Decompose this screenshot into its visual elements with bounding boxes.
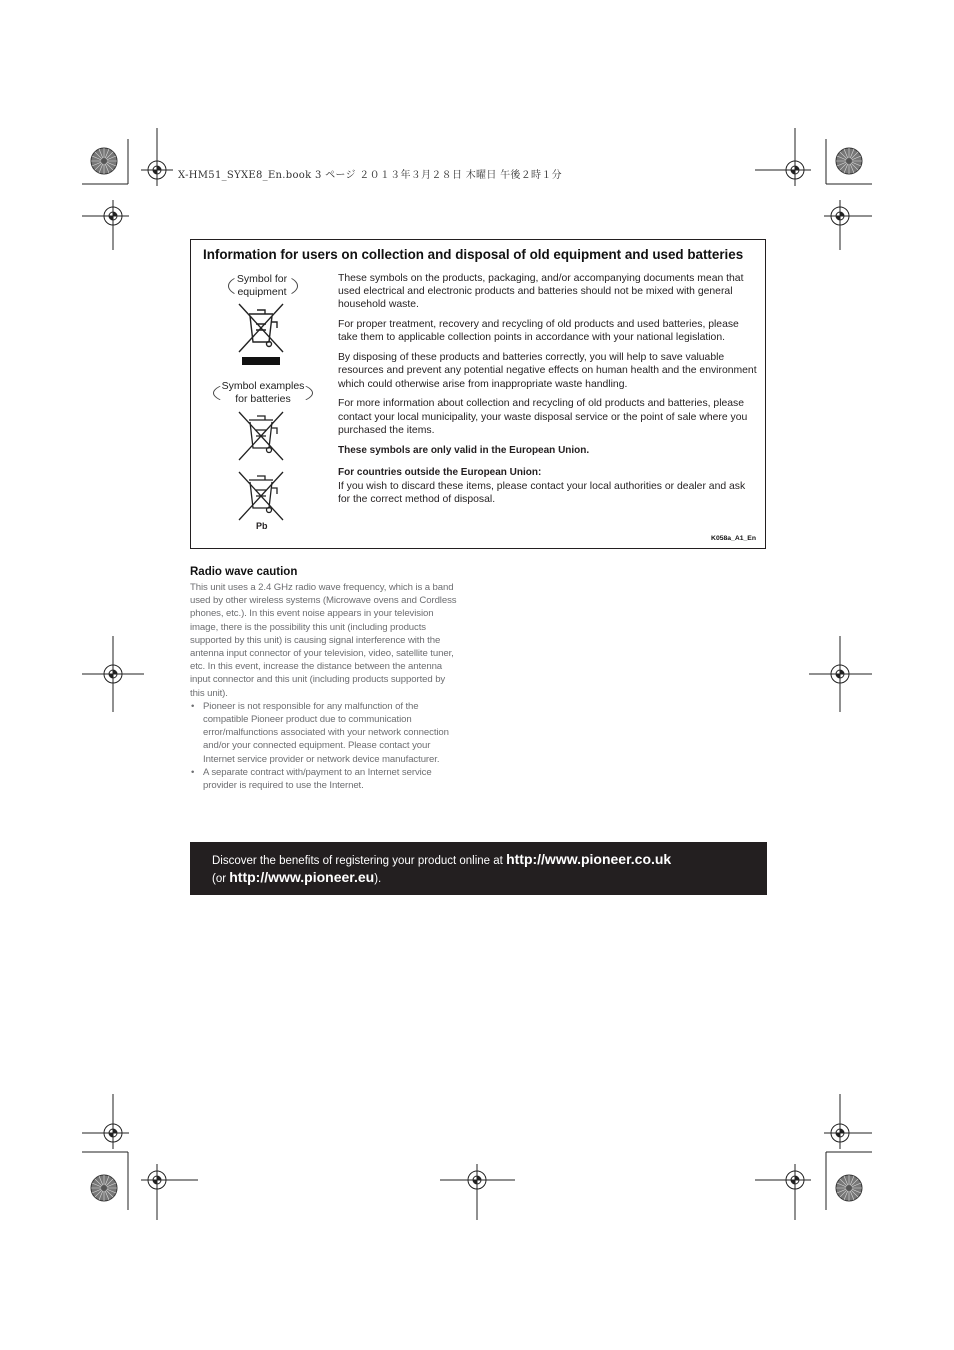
crossed-out-bin-pb-icon xyxy=(235,470,287,524)
pb-label: Pb xyxy=(256,521,268,531)
radio-wave-paragraph: This unit uses a 2.4 GHz radio wave frequency, which is a band used by other wireless systems (Microwave ovens and Cordless phones, etc.). In this event noise appears in your television image, there is the possibility this unit (including products supported by this unit) is causing signal interference with the antenna input connector of your television, video, satellite tuner, etc. In this event, increase the distance between the antenna input connector and this unit (including products supported by this unit). xyxy=(190,582,457,699)
document-code: K058a_A1_En xyxy=(711,535,756,542)
info-paragraph: By disposing of these products and batteries correctly, you will help to save valuable resources and prevent any potential negative effects on human health and the environment which could otherwise arise from inappropriate waste handling. xyxy=(338,352,757,390)
symbol-batteries-caption-line2: for batteries xyxy=(235,393,291,405)
symbol-equipment-caption-line2: equipment xyxy=(237,286,287,298)
pioneer-eu-link[interactable]: http://www.pioneer.eu xyxy=(229,869,375,885)
info-paragraph: These symbols on the products, packaging, and/or accompanying documents mean that used electrical and electronic products and batteries should not be mixed with general household waste. xyxy=(338,273,744,311)
banner-text-or: (or xyxy=(212,873,230,885)
info-paragraph: For proper treatment, recovery and recycling of old products and used batteries, please take them to applicable collection points in accordance with your national legislation. xyxy=(338,319,739,344)
bullet-marker: • xyxy=(191,700,195,712)
outside-eu-heading: For countries outside the European Union: xyxy=(338,466,542,478)
registration-banner xyxy=(190,842,767,895)
banner-line-1 xyxy=(212,851,671,867)
pioneer-uk-link[interactable]: http://www.pioneer.co.uk xyxy=(506,851,672,867)
info-box-text xyxy=(338,272,758,513)
symbol-equipment-caption-line1: Symbol for xyxy=(236,273,288,285)
info-paragraph: For more information about collection and recycling of old products and batteries, please contact your local municipality, your waste disposal service or the point of sale where you purchased the items. xyxy=(338,398,748,436)
banner-line-2 xyxy=(212,869,381,885)
outside-eu-text: If you wish to discard these items, please contact your local authorities or dealer and ask for the correct method of disposal. xyxy=(338,481,746,506)
print-header: X-HM51_SYXE8_En.book 3 ページ ２０１３年３月２８日 木曜日 午後２時１分 xyxy=(178,170,562,181)
bullet-marker: • xyxy=(191,766,195,778)
banner-text-close: ). xyxy=(374,873,382,885)
list-item-text: Pioneer is not responsible for any malfunction of the compatible Pioneer product due to communication error/malfunctions associated with your network connection and/or your connected equipment. Please contact your Internet service provider or network device manufacturer. xyxy=(203,700,449,765)
symbol-batteries-caption xyxy=(213,380,313,406)
crossed-out-wheelie-bin-icon xyxy=(235,302,287,368)
crossed-out-bin-battery-icon xyxy=(235,410,287,464)
eu-only-note: These symbols are only valid in the European Union. xyxy=(338,444,590,456)
symbol-equipment-caption xyxy=(226,273,298,299)
symbol-batteries-caption-line1: Symbol examples xyxy=(221,380,305,392)
radio-wave-heading: Radio wave caution xyxy=(190,566,298,578)
weee-info-box xyxy=(190,239,766,549)
list-item xyxy=(190,766,462,792)
banner-text: Discover the benefits of registering your product online at xyxy=(212,855,507,867)
list-item-text: A separate contract with/payment to an Internet service provider is required to use the Internet. xyxy=(203,766,432,792)
list-item xyxy=(190,700,462,766)
info-box-title: Information for users on collection and disposal of old equipment and used batteries xyxy=(203,247,744,262)
radio-wave-body xyxy=(190,581,462,792)
